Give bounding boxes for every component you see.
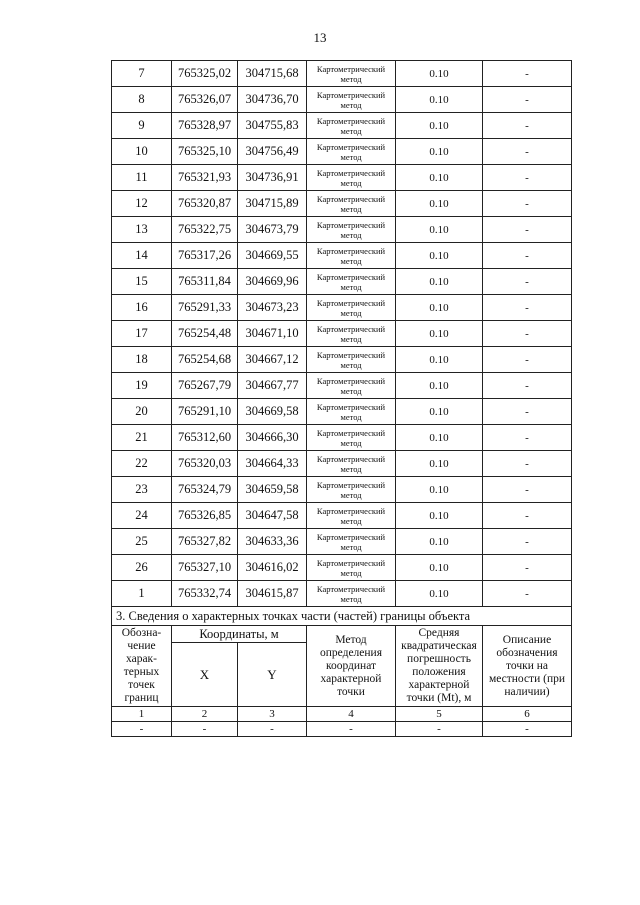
point-number-cell: 16 xyxy=(112,295,172,321)
point-number-cell: 19 xyxy=(112,373,172,399)
description-cell: - xyxy=(483,295,572,321)
coord-y-cell: 304669,58 xyxy=(238,399,307,425)
coord-y-cell: 304736,91 xyxy=(238,165,307,191)
accuracy-cell: 0.10 xyxy=(396,61,483,87)
empty-cell: - xyxy=(238,722,307,737)
coord-x-cell: 765332,74 xyxy=(172,581,238,607)
point-number-cell: 1 xyxy=(112,581,172,607)
description-cell: - xyxy=(483,503,572,529)
empty-cell: - xyxy=(112,722,172,737)
coord-x-cell: 765320,87 xyxy=(172,191,238,217)
coord-y-cell: 304666,30 xyxy=(238,425,307,451)
column-number: 3 xyxy=(238,707,307,722)
coord-y-cell: 304664,33 xyxy=(238,451,307,477)
point-number-cell: 13 xyxy=(112,217,172,243)
description-cell: - xyxy=(483,373,572,399)
part-boundary-table xyxy=(111,606,572,737)
column-number: 6 xyxy=(483,707,572,722)
accuracy-cell: 0.10 xyxy=(396,113,483,139)
coord-x-cell: 765312,60 xyxy=(172,425,238,451)
description-cell: - xyxy=(483,87,572,113)
method-cell: Картометрический метод xyxy=(307,243,396,269)
header-row-1 xyxy=(112,626,572,643)
point-number-cell: 20 xyxy=(112,399,172,425)
table-row xyxy=(112,61,572,87)
description-cell: - xyxy=(483,451,572,477)
coord-y-cell: 304616,02 xyxy=(238,555,307,581)
coord-y-cell: 304667,12 xyxy=(238,347,307,373)
table-row xyxy=(112,295,572,321)
table-row xyxy=(112,451,572,477)
column-number: 5 xyxy=(396,707,483,722)
coord-x-cell: 765291,33 xyxy=(172,295,238,321)
table-row xyxy=(112,191,572,217)
coord-x-cell: 765267,79 xyxy=(172,373,238,399)
table-row xyxy=(112,321,572,347)
method-cell: Картометрический метод xyxy=(307,451,396,477)
section-3-row xyxy=(112,607,572,626)
table-row xyxy=(112,581,572,607)
method-cell: Картометрический метод xyxy=(307,61,396,87)
coord-x-cell: 765322,75 xyxy=(172,217,238,243)
description-cell: - xyxy=(483,217,572,243)
coord-x-cell: 765324,79 xyxy=(172,477,238,503)
table-row xyxy=(112,87,572,113)
coord-y-cell: 304669,96 xyxy=(238,269,307,295)
coord-y-cell: 304659,58 xyxy=(238,477,307,503)
method-cell: Картометрический метод xyxy=(307,295,396,321)
empty-cell: - xyxy=(396,722,483,737)
table-row xyxy=(112,165,572,191)
method-cell: Картометрический метод xyxy=(307,581,396,607)
coord-x-cell: 765317,26 xyxy=(172,243,238,269)
coord-y-cell: 304755,83 xyxy=(238,113,307,139)
description-cell: - xyxy=(483,191,572,217)
description-cell: - xyxy=(483,243,572,269)
point-number-cell: 14 xyxy=(112,243,172,269)
coord-y-cell: 304671,10 xyxy=(238,321,307,347)
header-method: Метод определения координат характерной точки xyxy=(307,626,396,707)
point-number-cell: 12 xyxy=(112,191,172,217)
coord-y-cell: 304736,70 xyxy=(238,87,307,113)
column-number: 4 xyxy=(307,707,396,722)
table-row xyxy=(112,217,572,243)
header-point-designation: Обозна-чение харак-терных точек границ xyxy=(112,626,172,707)
accuracy-cell: 0.10 xyxy=(396,503,483,529)
header-description: Описание обозначения точки на местности (при наличии) xyxy=(483,626,572,707)
empty-data-row xyxy=(112,722,572,737)
accuracy-cell: 0.10 xyxy=(396,425,483,451)
accuracy-cell: 0.10 xyxy=(396,217,483,243)
method-cell: Картометрический метод xyxy=(307,555,396,581)
column-numbers-row xyxy=(112,707,572,722)
description-cell: - xyxy=(483,165,572,191)
empty-cell: - xyxy=(307,722,396,737)
point-number-cell: 9 xyxy=(112,113,172,139)
empty-cell: - xyxy=(483,722,572,737)
accuracy-cell: 0.10 xyxy=(396,165,483,191)
accuracy-cell: 0.10 xyxy=(396,295,483,321)
coord-y-cell: 304667,77 xyxy=(238,373,307,399)
coord-x-cell: 765326,07 xyxy=(172,87,238,113)
header-x: X xyxy=(172,643,238,707)
description-cell: - xyxy=(483,61,572,87)
accuracy-cell: 0.10 xyxy=(396,555,483,581)
description-cell: - xyxy=(483,139,572,165)
coord-x-cell: 765254,48 xyxy=(172,321,238,347)
page-number: 13 xyxy=(313,30,327,45)
coord-x-cell: 765311,84 xyxy=(172,269,238,295)
accuracy-cell: 0.10 xyxy=(396,269,483,295)
description-cell: - xyxy=(483,347,572,373)
coord-x-cell: 765326,85 xyxy=(172,503,238,529)
accuracy-cell: 0.10 xyxy=(396,529,483,555)
coord-x-cell: 765321,93 xyxy=(172,165,238,191)
coord-x-cell: 765320,03 xyxy=(172,451,238,477)
description-cell: - xyxy=(483,269,572,295)
description-cell: - xyxy=(483,555,572,581)
point-number-cell: 8 xyxy=(112,87,172,113)
method-cell: Картометрический метод xyxy=(307,269,396,295)
coord-y-cell: 304673,23 xyxy=(238,295,307,321)
accuracy-cell: 0.10 xyxy=(396,451,483,477)
description-cell: - xyxy=(483,399,572,425)
column-number: 2 xyxy=(172,707,238,722)
point-number-cell: 7 xyxy=(112,61,172,87)
empty-cell: - xyxy=(172,722,238,737)
coord-x-cell: 765327,10 xyxy=(172,555,238,581)
coord-x-cell: 765325,10 xyxy=(172,139,238,165)
table-row xyxy=(112,373,572,399)
coord-x-cell: 765325,02 xyxy=(172,61,238,87)
coord-y-cell: 304669,55 xyxy=(238,243,307,269)
section-3-title: 3. Сведения о характерных точках части (частей) границы объекта xyxy=(112,607,572,626)
accuracy-cell: 0.10 xyxy=(396,191,483,217)
accuracy-cell: 0.10 xyxy=(396,321,483,347)
method-cell: Картометрический метод xyxy=(307,321,396,347)
point-number-cell: 11 xyxy=(112,165,172,191)
accuracy-cell: 0.10 xyxy=(396,581,483,607)
description-cell: - xyxy=(483,581,572,607)
table-row xyxy=(112,529,572,555)
table-row xyxy=(112,113,572,139)
method-cell: Картометрический метод xyxy=(307,165,396,191)
header-y: Y xyxy=(238,643,307,707)
coordinates-table-body xyxy=(112,61,572,607)
accuracy-cell: 0.10 xyxy=(396,477,483,503)
method-cell: Картометрический метод xyxy=(307,139,396,165)
table-row xyxy=(112,347,572,373)
accuracy-cell: 0.10 xyxy=(396,139,483,165)
table-row xyxy=(112,477,572,503)
method-cell: Картометрический метод xyxy=(307,191,396,217)
method-cell: Картометрический метод xyxy=(307,529,396,555)
coord-x-cell: 765291,10 xyxy=(172,399,238,425)
method-cell: Картометрический метод xyxy=(307,113,396,139)
table-row xyxy=(112,243,572,269)
method-cell: Картометрический метод xyxy=(307,87,396,113)
point-number-cell: 25 xyxy=(112,529,172,555)
description-cell: - xyxy=(483,113,572,139)
coord-y-cell: 304647,58 xyxy=(238,503,307,529)
table-row xyxy=(112,399,572,425)
description-cell: - xyxy=(483,425,572,451)
accuracy-cell: 0.10 xyxy=(396,373,483,399)
header-coordinates: Координаты, м xyxy=(172,626,307,643)
method-cell: Картометрический метод xyxy=(307,425,396,451)
description-cell: - xyxy=(483,321,572,347)
point-number-cell: 22 xyxy=(112,451,172,477)
point-number-cell: 10 xyxy=(112,139,172,165)
coord-y-cell: 304756,49 xyxy=(238,139,307,165)
point-number-cell: 17 xyxy=(112,321,172,347)
coord-y-cell: 304715,89 xyxy=(238,191,307,217)
coord-y-cell: 304715,68 xyxy=(238,61,307,87)
accuracy-cell: 0.10 xyxy=(396,347,483,373)
coord-y-cell: 304633,36 xyxy=(238,529,307,555)
table-row xyxy=(112,139,572,165)
description-cell: - xyxy=(483,477,572,503)
coordinates-table xyxy=(111,60,572,607)
method-cell: Картометрический метод xyxy=(307,503,396,529)
point-number-cell: 18 xyxy=(112,347,172,373)
accuracy-cell: 0.10 xyxy=(396,243,483,269)
method-cell: Картометрический метод xyxy=(307,399,396,425)
method-cell: Картометрический метод xyxy=(307,477,396,503)
column-number: 1 xyxy=(112,707,172,722)
coord-x-cell: 765254,68 xyxy=(172,347,238,373)
coord-x-cell: 765327,82 xyxy=(172,529,238,555)
table-row xyxy=(112,269,572,295)
point-number-cell: 23 xyxy=(112,477,172,503)
accuracy-cell: 0.10 xyxy=(396,399,483,425)
coord-y-cell: 304673,79 xyxy=(238,217,307,243)
point-number-cell: 26 xyxy=(112,555,172,581)
table-row xyxy=(112,425,572,451)
coord-y-cell: 304615,87 xyxy=(238,581,307,607)
method-cell: Картометрический метод xyxy=(307,373,396,399)
header-accuracy: Средняя квадратическая погрешность положения характерной точки (Mt), м xyxy=(396,626,483,707)
table-row xyxy=(112,555,572,581)
coord-x-cell: 765328,97 xyxy=(172,113,238,139)
description-cell: - xyxy=(483,529,572,555)
accuracy-cell: 0.10 xyxy=(396,87,483,113)
method-cell: Картометрический метод xyxy=(307,217,396,243)
table-row xyxy=(112,503,572,529)
point-number-cell: 21 xyxy=(112,425,172,451)
point-number-cell: 15 xyxy=(112,269,172,295)
point-number-cell: 24 xyxy=(112,503,172,529)
method-cell: Картометрический метод xyxy=(307,347,396,373)
